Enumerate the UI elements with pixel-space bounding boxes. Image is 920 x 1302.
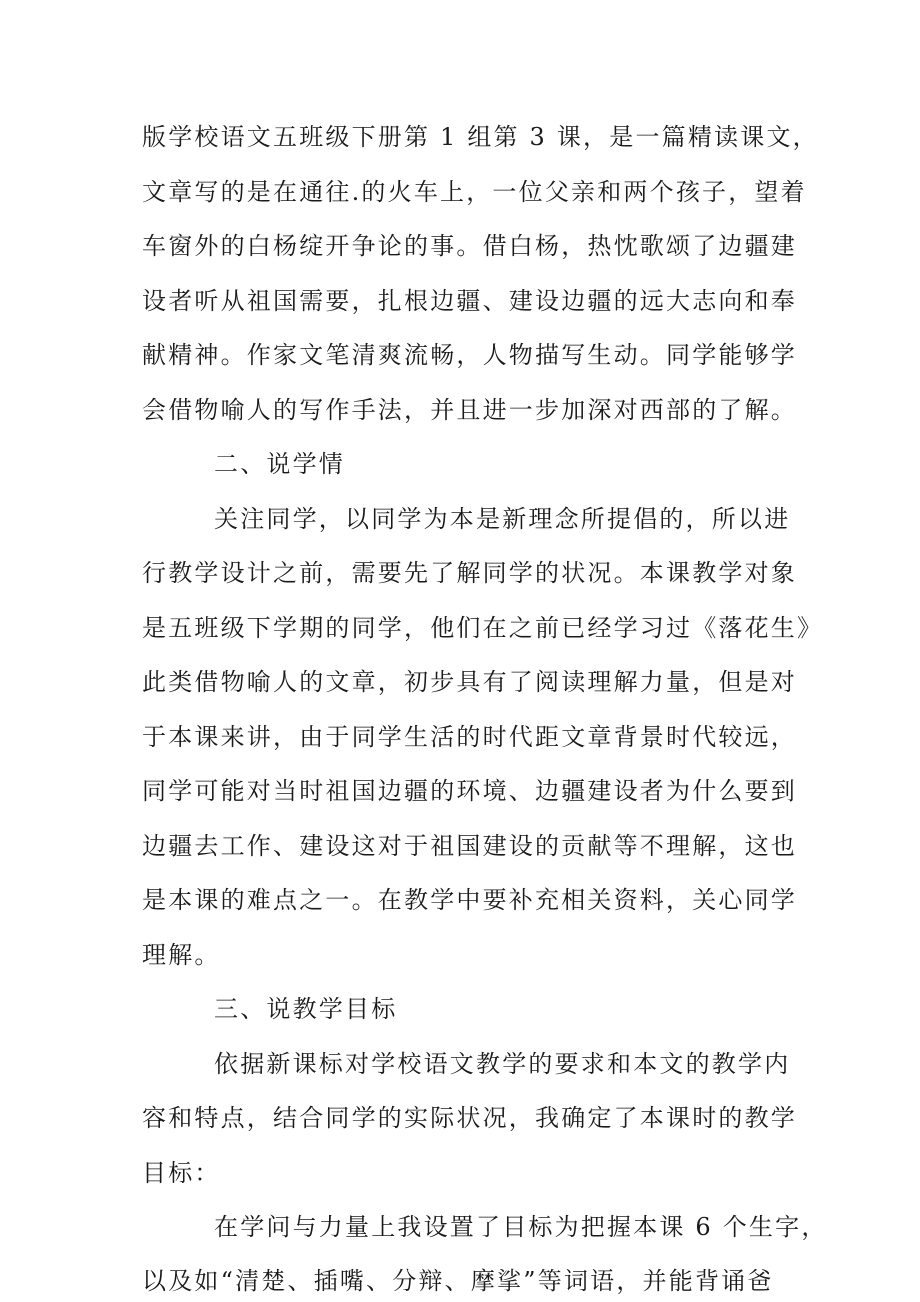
paragraph-2-line-2: 行教学设计之前，需要先了解同学的状况。本课教学对象	[142, 559, 797, 587]
paragraph-1-line-5: 献精神。作家文笔清爽流畅，人物描写生动。同学能够学	[142, 341, 797, 369]
paragraph-1-line-1: 版学校语文五班级下册第 1 组第 3 课，是一篇精读课文，	[142, 123, 819, 151]
paragraph-1-line-2: 文章写的是在通往.的火车上，一位父亲和两个孩子，望着	[142, 178, 807, 206]
paragraph-2-line-8: 是本课的难点之一。在教学中要补充相关资料，关心同学	[142, 886, 797, 914]
paragraph-3-line-3: 目标：	[142, 1159, 221, 1187]
paragraph-2-line-4: 此类借物喻人的文章，初步具有了阅读理解力量，但是对	[142, 668, 797, 696]
paragraph-2-line-3: 是五班级下学期的同学，他们在之前已经学习过《落花生》	[142, 614, 824, 642]
paragraph-3-line-2: 容和特点，结合同学的实际状况，我确定了本课时的教学	[142, 1104, 797, 1132]
paragraph-4-line-2: 以及如“清楚、插嘴、分辩、摩挲”等词语，并能背诵爸	[142, 1267, 774, 1295]
section-heading-student-analysis: 二、说学情	[214, 450, 345, 478]
section-heading-teaching-goals: 三、说教学目标	[214, 995, 398, 1023]
paragraph-2-line-1: 关注同学，以同学为本是新理念所提倡的，所以进	[214, 505, 791, 533]
paragraph-1-line-4: 设者听从祖国需要，扎根边疆、建设边疆的远大志向和奉	[142, 287, 797, 315]
paragraph-2-line-7: 边疆去工作、建设这对于祖国建设的贡献等不理解，这也	[142, 832, 797, 860]
paragraph-2-line-5: 于本课来讲，由于同学生活的时代距文章背景时代较远，	[142, 723, 797, 751]
paragraph-4-line-1: 在学问与力量上我设置了目标为把握本课 6 个生字，	[214, 1213, 828, 1241]
paragraph-2-line-6: 同学可能对当时祖国边疆的环境、边疆建设者为什么要到	[142, 777, 797, 805]
paragraph-2-line-9: 理解。	[142, 941, 221, 969]
paragraph-3-line-1: 依据新课标对学校语文教学的要求和本文的教学内	[214, 1050, 791, 1078]
paragraph-1-line-6: 会借物喻人的写作手法，并且进一步加深对西部的了解。	[142, 396, 797, 424]
paragraph-1-line-3: 车窗外的白杨绽开争论的事。借白杨，热忱歌颂了边疆建	[142, 232, 797, 260]
